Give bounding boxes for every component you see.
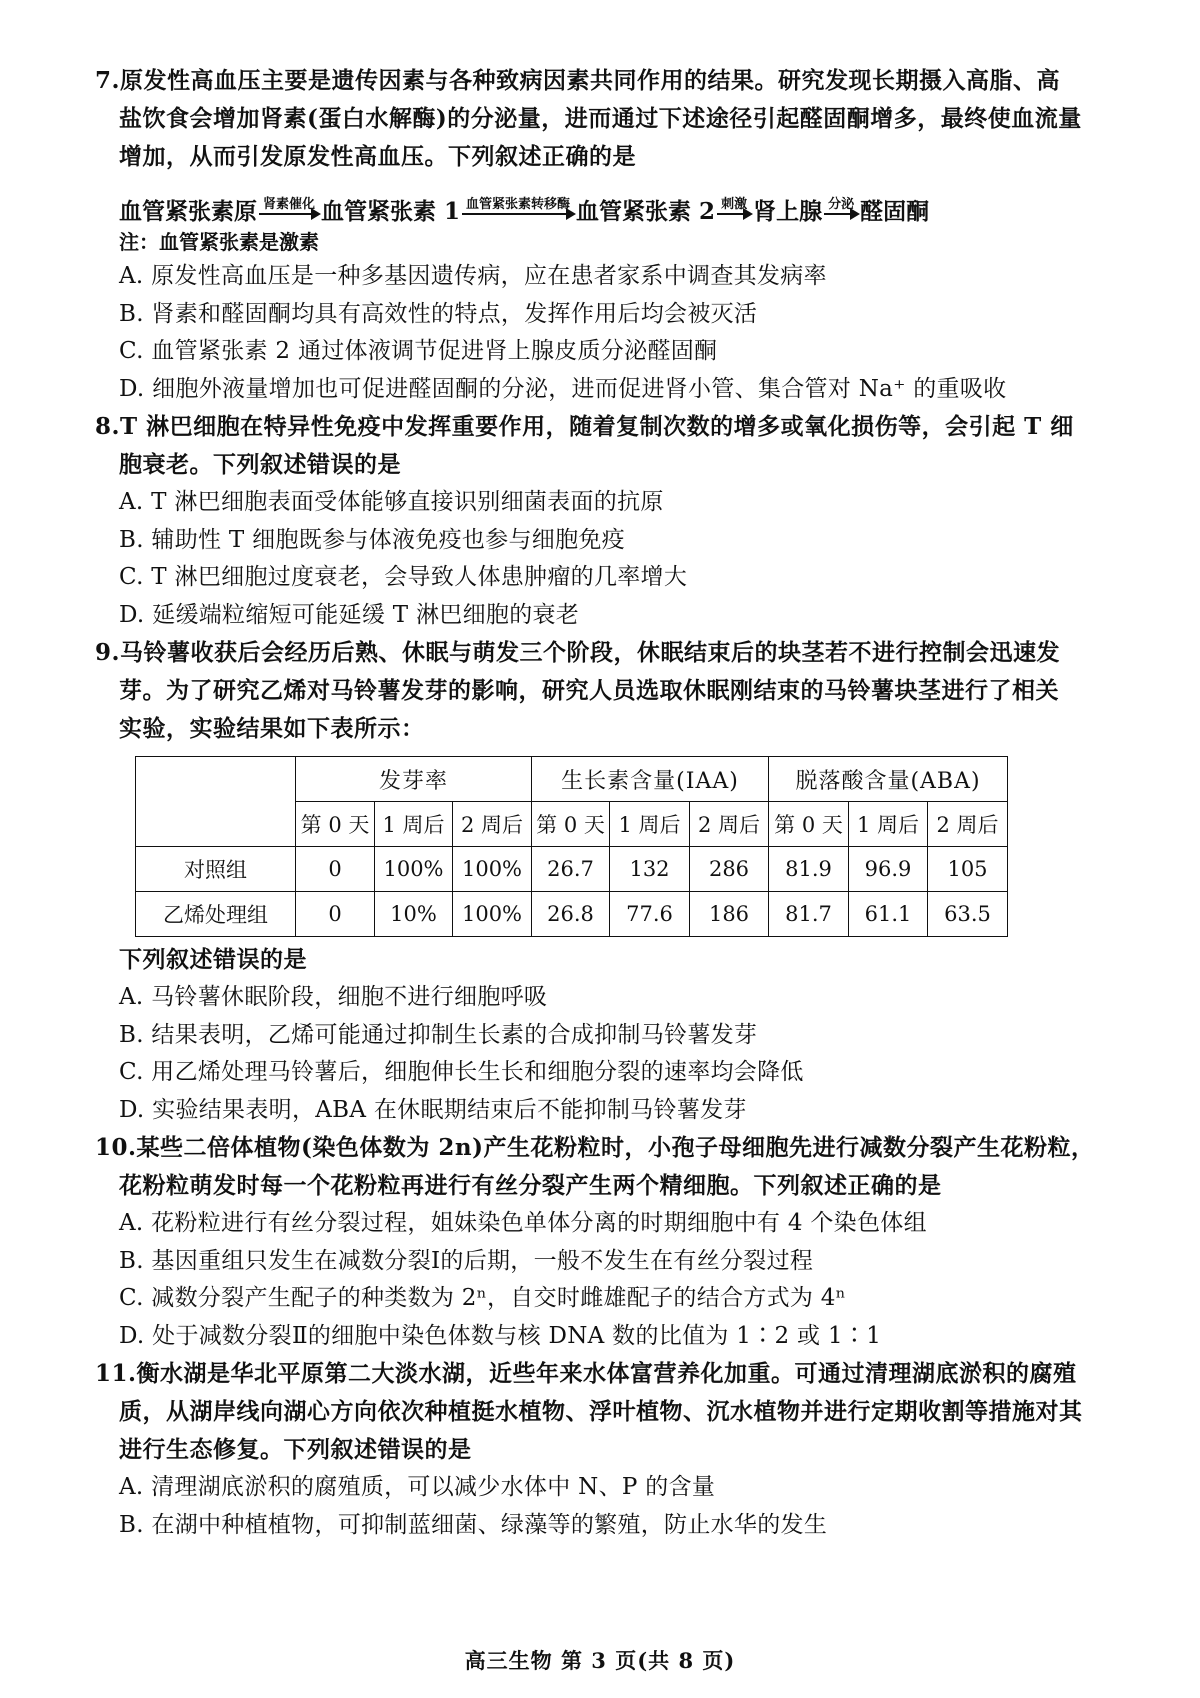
table-cell: 105 [928,847,1008,892]
q9-option-c: C. 用乙烯处理马铃薯后，细胞伸长生长和细胞分裂的速率均会降低 [119,1059,804,1085]
q7-stem-line-2: 盐饮食会增加肾素(蛋白水解酶)的分泌量，进而通过下述途径引起醛固酮增多，最终使血流量 [119,105,1082,132]
pathway-arrow-2 [462,197,574,226]
q8-number: 8. [95,413,121,440]
q8-option-b: B. 辅助性 T 细胞既参与体液免疫也参与细胞免疫 [119,526,625,553]
pathway-arrow-4 [824,197,858,226]
table-cell: 61.1 [849,892,928,937]
table-time-header: 2 周后 [453,802,532,847]
q8-stem-line-1 [95,408,1125,446]
q11-stem-line-3: 进行生态修复。下列叙述错误的是 [119,1436,472,1463]
q8-option-d: D. 延缓端粒缩短可能延缓 T 淋巴细胞的衰老 [119,601,580,628]
q11-stem-line-2: 质，从湖岸线向湖心方向依次种植挺水植物、浮叶植物、沉水植物并进行定期收割等措施对其 [119,1398,1083,1425]
pathway-arrow-1-label: 肾素催化 [263,197,316,212]
q7-number: 7. [95,67,121,94]
q9-stem-line-2: 芽。为了研究乙烯对马铃薯发芽的影响，研究人员选取休眠刚结束的马铃薯块茎进行了相关 [119,677,1059,704]
arrow-right-icon [824,213,858,215]
q7-stem-text-1: 原发性高血压主要是遗传因素与各种致病因素共同作用的结果。研究发现长期摄入高脂、高 [120,67,1061,94]
table-row-label: 乙烯处理组 [136,892,296,937]
q7-option-c: C. 血管紧张素 2 通过体液调节促进肾上腺皮质分泌醛固酮 [119,338,718,364]
question-11 [95,1355,1125,1544]
q9-stem-text-1: 马铃薯收获后会经历后熟、休眠与萌发三个阶段，休眠结束后的块茎若不进行控制会迅速发 [120,639,1061,666]
q7-pathway-diagram [95,178,1125,226]
exam-page [95,62,1125,1544]
table-row [136,892,1008,937]
q9-stem-line-1 [95,634,1125,672]
q7-note: 注：血管紧张素是激素 [119,230,319,254]
table-cell: 0 [296,847,375,892]
table-cell: 100% [453,847,532,892]
table-row-label: 对照组 [136,847,296,892]
table-time-header: 第 0 天 [296,802,375,847]
pathway-stage-3: 血管紧张素 2 [576,198,716,225]
table-cell: 77.6 [610,892,690,937]
table-cell: 26.8 [532,892,610,937]
table-row [136,847,1008,892]
q10-option-c: C. 减数分裂产生配子的种类数为 2ⁿ，自交时雌雄配子的结合方式为 4ⁿ [119,1285,846,1311]
table-cell: 10% [375,892,453,937]
pathway-arrow-3 [717,197,751,226]
question-10 [95,1129,1125,1355]
arrow-right-icon [717,213,751,215]
table-cell: 132 [610,847,690,892]
table-cell: 100% [453,892,532,937]
q11-stem-line-1 [95,1355,1125,1393]
q10-stem-line-1 [95,1129,1125,1167]
table-time-header: 1 周后 [610,802,690,847]
q10-option-a: A. 花粉粒进行有丝分裂过程，姐妹染色单体分离的时期细胞中有 4 个染色体组 [119,1210,927,1236]
table-cell: 81.7 [769,892,849,937]
table-time-header: 2 周后 [928,802,1008,847]
table-cell: 81.9 [769,847,849,892]
pathway-stage-1: 血管紧张素原 [119,198,257,225]
table-time-header: 1 周后 [375,802,453,847]
table-cell: 63.5 [928,892,1008,937]
q9-question: 下列叙述错误的是 [119,946,307,973]
pathway-stage-4: 肾上腺 [753,198,823,225]
q8-stem-line-2: 胞衰老。下列叙述错误的是 [119,451,401,478]
q11-number: 11. [95,1360,137,1387]
q10-stem-text-1: 某些二倍体植物(染色体数为 2n)产生花粉粒时，小孢子母细胞先进行减数分裂产生花粉粒， [136,1134,1095,1161]
q8-option-a: A. T 淋巴细胞表面受体能够直接识别细菌表面的抗原 [119,489,664,515]
q9-results-table [135,756,1008,937]
q7-stem-line-1 [95,62,1125,100]
table-cell: 186 [690,892,769,937]
q9-option-d: D. 实验结果表明，ABA 在休眠期结束后不能抑制马铃薯发芽 [119,1096,747,1123]
q9-number: 9. [95,639,121,666]
table-time-header: 2 周后 [690,802,769,847]
arrow-right-icon [259,213,319,215]
q11-stem-text-1: 衡水湖是华北平原第二大淡水湖，近些年来水体富营养化加重。可通过清理湖底淤积的腐殖 [136,1360,1077,1387]
question-7 [95,62,1125,408]
table-cell: 0 [296,892,375,937]
table-cell: 96.9 [849,847,928,892]
q10-option-b: B. 基因重组只发生在减数分裂Ⅰ的后期，一般不发生在有丝分裂过程 [119,1247,814,1274]
q8-option-c: C. T 淋巴细胞过度衰老，会导致人体患肿瘤的几率增大 [119,564,688,590]
q8-stem-text-1: T 淋巴细胞在特异性免疫中发挥重要作用，随着复制次数的增多或氧化损伤等，会引起 T 细 [120,413,1074,440]
table-time-header: 第 0 天 [769,802,849,847]
table-group-header: 生长素含量(IAA) [532,757,769,802]
arrow-right-icon [462,213,574,215]
pathway-stage-5: 醛固酮 [860,198,930,225]
pathway-stage-2: 血管紧张素 1 [321,198,461,225]
pathway-arrow-1 [259,197,319,226]
question-9 [95,634,1125,1129]
q10-option-d: D. 处于减数分裂Ⅱ的细胞中染色体数与核 DNA 数的比值为 1∶2 或 1∶1 [119,1322,882,1349]
q11-option-a: A. 清理湖底淤积的腐殖质，可以减少水体中 N、P 的含量 [119,1474,716,1500]
table-corner-cell [136,757,296,847]
table-cell: 100% [375,847,453,892]
q10-stem-line-2: 花粉粒萌发时每一个花粉粒再进行有丝分裂产生两个精细胞。下列叙述正确的是 [119,1172,942,1199]
pathway-arrow-3-label: 刺激 [721,197,748,212]
q11-option-b: B. 在湖中种植植物，可抑制蓝细菌、绿藻等的繁殖，防止水华的发生 [119,1511,828,1538]
table-time-header: 1 周后 [849,802,928,847]
q7-option-d: D. 细胞外液量增加也可促进醛固酮的分泌，进而促进肾小管、集合管对 Na⁺ 的重吸收 [119,375,1007,402]
table-time-header: 第 0 天 [532,802,610,847]
table-group-header: 发芽率 [296,757,532,802]
page-footer: 高三生物 第 3 页(共 8 页) [464,1648,736,1673]
pathway-arrow-4-label: 分泌 [828,197,855,212]
table-cell: 286 [690,847,769,892]
table-cell: 26.7 [532,847,610,892]
question-8 [95,408,1125,634]
q7-stem-line-3: 增加，从而引发原发性高血压。下列叙述正确的是 [119,143,636,170]
pathway-arrow-2-label: 血管紧张素转移酶 [466,197,571,212]
q7-option-b: B. 肾素和醛固酮均具有高效性的特点，发挥作用后均会被灭活 [119,300,758,327]
table-header-groups [136,757,1008,802]
q9-stem-line-3: 实验，实验结果如下表所示： [119,715,425,742]
table-group-header: 脱落酸含量(ABA) [769,757,1008,802]
q9-option-a: A. 马铃薯休眠阶段，细胞不进行细胞呼吸 [119,984,548,1010]
q7-option-a: A. 原发性高血压是一种多基因遗传病，应在患者家系中调查其发病率 [119,263,827,289]
q9-option-b: B. 结果表明，乙烯可能通过抑制生长素的合成抑制马铃薯发芽 [119,1021,758,1048]
q10-number: 10. [95,1134,137,1161]
